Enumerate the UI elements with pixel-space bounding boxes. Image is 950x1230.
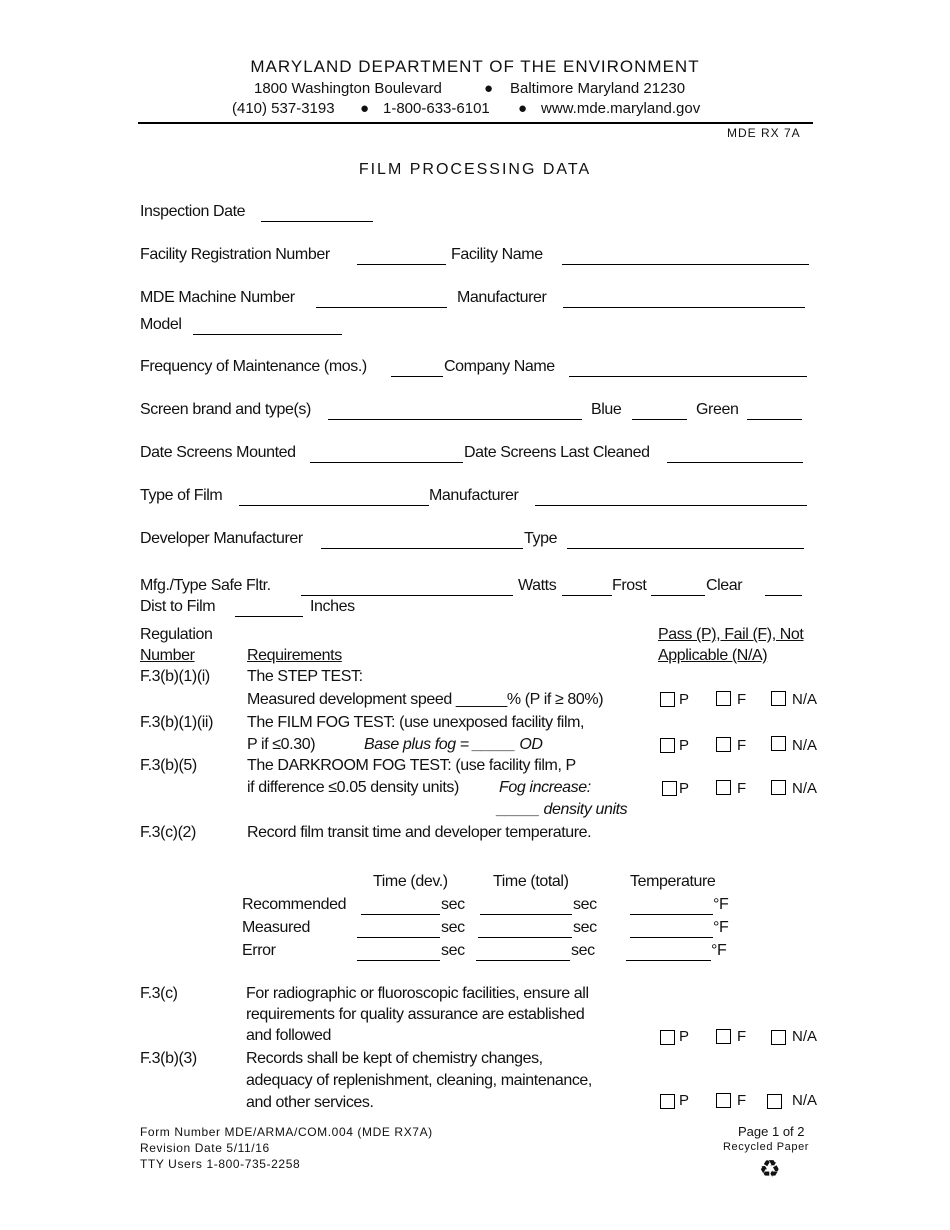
requirement-text: adequacy of replenishment, cleaning, maintenance, xyxy=(246,1072,592,1089)
dist-to-film-label: Dist to Film xyxy=(140,598,216,615)
fail-checkbox[interactable] xyxy=(716,1093,731,1108)
inches-label: Inches xyxy=(310,598,355,615)
number-header: Number xyxy=(140,647,195,664)
type-of-film-field[interactable] xyxy=(239,505,429,506)
revision-date: Revision Date 5/11/16 xyxy=(140,1141,270,1155)
machine-number-label: MDE Machine Number xyxy=(140,289,295,306)
recommended-dev-field[interactable] xyxy=(361,914,440,915)
form-title: FILM PROCESSING DATA xyxy=(358,161,592,178)
sec-unit: sec xyxy=(571,942,595,959)
error-temp-field[interactable] xyxy=(626,960,711,961)
deg-unit: °F xyxy=(713,896,729,913)
requirement-text: For radiographic or fluoroscopic facilities, ensure all xyxy=(246,985,589,1002)
pass-fail-header: Pass (P), Fail (F), Not xyxy=(658,626,804,643)
company-name-label: Company Name xyxy=(444,358,555,375)
requirement-text: Records shall be kept of chemistry changes, xyxy=(246,1050,543,1067)
developer-manufacturer-label: Developer Manufacturer xyxy=(140,530,303,547)
address-street: 1800 Washington Boulevard xyxy=(254,80,442,97)
fail-checkbox[interactable] xyxy=(716,780,731,795)
pass-label: P xyxy=(679,780,690,797)
na-checkbox[interactable] xyxy=(771,691,786,706)
requirement-text: Measured development speed ______% (P if ≥ 80%) xyxy=(247,691,604,708)
date-cleaned-label: Date Screens Last Cleaned xyxy=(464,444,650,461)
requirement-text: P if ≤0.30) xyxy=(247,736,316,753)
regulation-header: Regulation xyxy=(140,626,213,643)
company-name-field[interactable] xyxy=(569,376,807,377)
pass-checkbox[interactable] xyxy=(660,692,675,707)
fail-checkbox[interactable] xyxy=(716,737,731,752)
frequency-label: Frequency of Maintenance (mos.) xyxy=(140,358,367,375)
inspection-date-label: Inspection Date xyxy=(140,203,246,220)
safe-filter-field[interactable] xyxy=(301,595,513,596)
reg-number: F.3(c) xyxy=(140,985,178,1002)
date-cleaned-field[interactable] xyxy=(667,462,803,463)
film-manufacturer-field[interactable] xyxy=(535,505,807,506)
dist-to-film-field[interactable] xyxy=(235,616,303,617)
measured-temp-field[interactable] xyxy=(630,937,713,938)
facility-name-field[interactable] xyxy=(562,264,809,265)
manufacturer-field[interactable] xyxy=(563,307,805,308)
requirement-text: The DARKROOM FOG TEST: (use facility film, P xyxy=(247,757,576,774)
inspection-date-field[interactable] xyxy=(261,221,373,222)
page-number: Page 1 of 2 xyxy=(738,1124,805,1139)
measured-total-field[interactable] xyxy=(478,937,572,938)
recycle-icon: ♻ xyxy=(759,1156,781,1183)
requirement-text: and other services. xyxy=(246,1094,374,1111)
sec-unit: sec xyxy=(573,896,597,913)
sec-unit: sec xyxy=(573,919,597,936)
reg-number: F.3(c)(2) xyxy=(140,824,196,841)
website-link[interactable]: www.mde.maryland.gov xyxy=(541,100,701,117)
requirements-header: Requirements xyxy=(247,647,342,664)
model-label: Model xyxy=(140,316,182,333)
fail-checkbox[interactable] xyxy=(716,1029,731,1044)
pass-label: P xyxy=(679,1092,690,1109)
model-field[interactable] xyxy=(193,334,342,335)
na-label: N/A xyxy=(792,691,818,708)
clear-label: Clear xyxy=(706,577,743,594)
pass-fail-header-2: Applicable (N/A) xyxy=(658,647,768,664)
blue-field[interactable] xyxy=(632,419,687,420)
phone-tollfree: 1-800-633-6101 xyxy=(383,100,490,117)
frequency-field[interactable] xyxy=(391,376,443,377)
bullet-3: ● xyxy=(518,100,528,117)
reg-number: F.3(b)(3) xyxy=(140,1050,197,1067)
requirement-text: requirements for quality assurance are established xyxy=(246,1006,585,1023)
bullet-1: ● xyxy=(484,80,494,97)
film-manufacturer-label: Manufacturer xyxy=(429,487,519,504)
machine-number-field[interactable] xyxy=(316,307,447,308)
facility-name-label: Facility Name xyxy=(451,246,543,263)
phone-local: (410) 537-3193 xyxy=(232,100,335,117)
reg-number: F.3(b)(1)(i) xyxy=(140,668,210,685)
fog-increase: Fog increase: xyxy=(499,779,591,796)
fail-label: F xyxy=(737,691,747,708)
recommended-temp-field[interactable] xyxy=(630,914,713,915)
pass-checkbox[interactable] xyxy=(662,781,677,796)
address-city: Baltimore Maryland 21230 xyxy=(510,80,686,97)
pass-checkbox[interactable] xyxy=(660,1030,675,1045)
tty-number: TTY Users 1-800-735-2258 xyxy=(140,1157,301,1171)
requirement-text: if difference ≤0.05 density units) xyxy=(247,779,459,796)
clear-field[interactable] xyxy=(765,595,802,596)
fail-checkbox[interactable] xyxy=(716,691,731,706)
pass-label: P xyxy=(679,1028,690,1045)
requirement-text: and followed xyxy=(246,1027,332,1044)
na-checkbox[interactable] xyxy=(767,1094,782,1109)
screen-brand-field[interactable] xyxy=(328,419,582,420)
na-label: N/A xyxy=(792,780,818,797)
frost-field[interactable] xyxy=(651,595,705,596)
agency-name: MARYLAND DEPARTMENT OF THE ENVIRONMENT xyxy=(250,57,700,76)
recommended-total-field[interactable] xyxy=(480,914,572,915)
facility-reg-label: Facility Registration Number xyxy=(140,246,330,263)
requirement-text: The STEP TEST: xyxy=(247,668,363,685)
error-dev-field[interactable] xyxy=(357,960,440,961)
error-total-field[interactable] xyxy=(476,960,570,961)
green-label: Green xyxy=(696,401,739,418)
fail-label: F xyxy=(737,737,747,754)
measured-dev-field[interactable] xyxy=(357,937,440,938)
header-rule xyxy=(138,122,813,124)
pass-label: P xyxy=(679,691,690,708)
blue-label: Blue xyxy=(591,401,622,418)
na-label: N/A xyxy=(792,1092,818,1109)
reg-number: F.3(b)(1)(ii) xyxy=(140,714,214,731)
pass-checkbox[interactable] xyxy=(660,1094,675,1109)
developer-manufacturer-field[interactable] xyxy=(321,548,523,549)
base-plus-fog: Base plus fog = _____ OD xyxy=(364,736,543,753)
deg-unit: °F xyxy=(713,919,729,936)
density-units: _____ density units xyxy=(497,801,628,818)
na-label: N/A xyxy=(792,737,818,754)
row-recommended: Recommended xyxy=(242,896,347,913)
na-checkbox[interactable] xyxy=(771,736,786,751)
col-time-total: Time (total) xyxy=(493,873,569,890)
col-time-dev: Time (dev.) xyxy=(373,873,448,890)
na-label: N/A xyxy=(792,1028,818,1045)
pass-checkbox[interactable] xyxy=(660,738,675,753)
watts-field[interactable] xyxy=(562,595,612,596)
col-temperature: Temperature xyxy=(630,873,716,890)
sec-unit: sec xyxy=(441,919,465,936)
fail-label: F xyxy=(737,780,747,797)
fail-label: F xyxy=(737,1028,747,1045)
recycled-paper: Recycled Paper xyxy=(723,1141,810,1153)
requirement-text: Record film transit time and developer temperature. xyxy=(247,824,592,841)
watts-label: Watts xyxy=(518,577,557,594)
fail-label: F xyxy=(737,1092,747,1109)
form-number: Form Number MDE/ARMA/COM.004 (MDE RX7A) xyxy=(140,1125,433,1139)
screen-brand-label: Screen brand and type(s) xyxy=(140,401,311,418)
developer-type-label: Type xyxy=(524,530,558,547)
manufacturer-label: Manufacturer xyxy=(457,289,547,306)
facility-reg-field[interactable] xyxy=(357,264,446,265)
frost-label: Frost xyxy=(612,577,647,594)
requirement-text: The FILM FOG TEST: (use unexposed facility film, xyxy=(247,714,585,731)
sec-unit: sec xyxy=(441,942,465,959)
pass-label: P xyxy=(679,737,690,754)
date-mounted-field[interactable] xyxy=(310,462,463,463)
type-of-film-label: Type of Film xyxy=(140,487,223,504)
na-checkbox[interactable] xyxy=(771,780,786,795)
row-error: Error xyxy=(242,942,276,959)
safe-filter-label: Mfg./Type Safe Fltr. xyxy=(140,577,271,594)
green-field[interactable] xyxy=(747,419,802,420)
developer-type-field[interactable] xyxy=(567,548,804,549)
form-code: MDE RX 7A xyxy=(727,126,801,140)
reg-number: F.3(b)(5) xyxy=(140,757,197,774)
na-checkbox[interactable] xyxy=(771,1030,786,1045)
date-mounted-label: Date Screens Mounted xyxy=(140,444,296,461)
deg-unit: °F xyxy=(711,942,727,959)
row-measured: Measured xyxy=(242,919,310,936)
bullet-2: ● xyxy=(360,100,370,117)
sec-unit: sec xyxy=(441,896,465,913)
